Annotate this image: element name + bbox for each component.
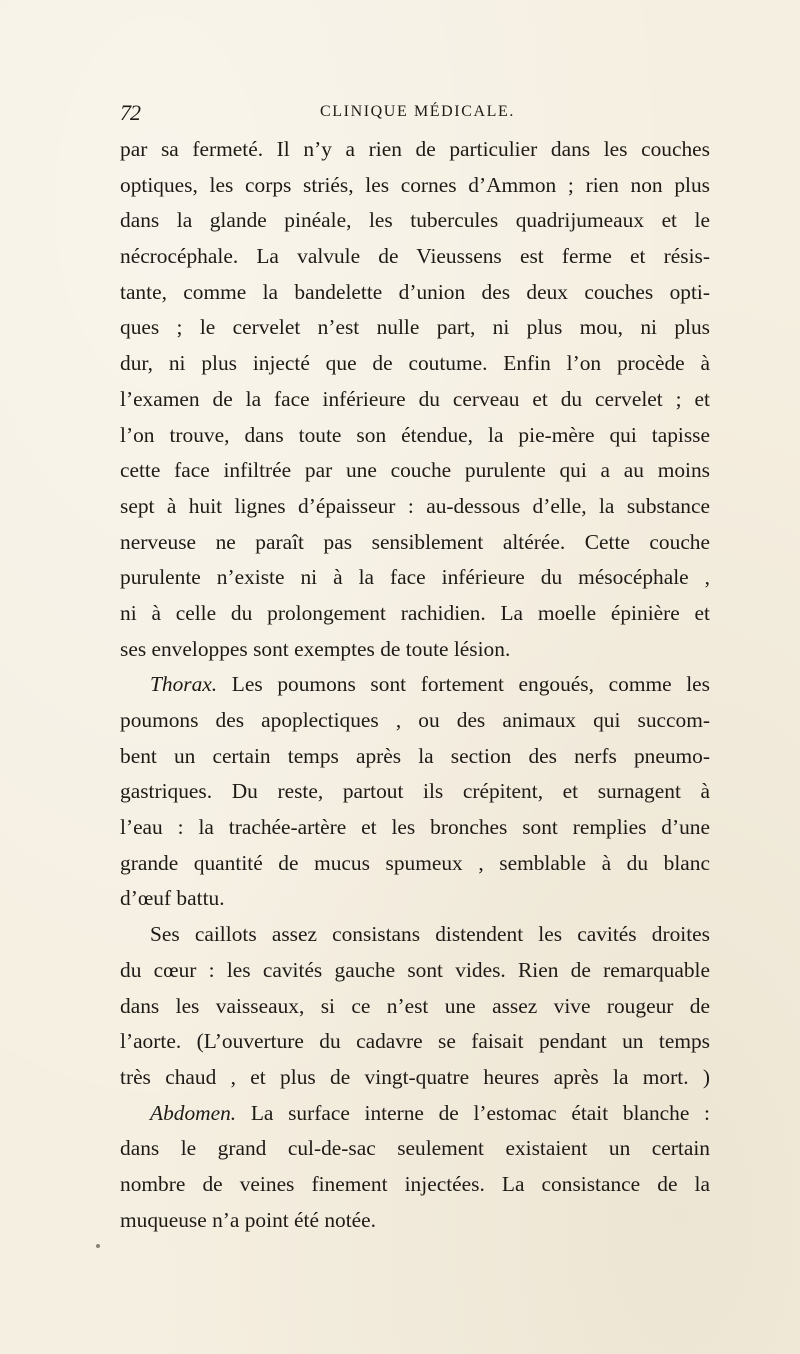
text-line: nerveuse ne paraît pas sensiblement altérée. Cette couche: [120, 529, 710, 554]
text-line: l’eau : la trachée-artère et les bronches sont remplies d’une: [120, 815, 710, 840]
text-line: muqueuse n’a point été notée.: [120, 1207, 377, 1232]
text-line: sept à huit lignes d’épaisseur : au-dessous d’elle, la substance: [120, 493, 710, 518]
text-line: d’œuf battu.: [120, 886, 225, 911]
text-line: grande quantité de mucus spumeux , semblable à du blanc: [120, 850, 710, 875]
text-line: très chaud , et plus de vingt-quatre heures après la mort. ): [120, 1064, 710, 1089]
text-line: du cœur : les cavités gauche sont vides. Rien de remarquable: [120, 957, 710, 982]
section-heading-abdomen: Abdomen.: [150, 1100, 237, 1125]
paper-speck: [96, 1244, 100, 1248]
body-text: [120, 132, 710, 1238]
running-head: CLINIQUE MÉDICALE.: [320, 103, 515, 120]
text-line: poumons des apoplectiques , ou des animaux qui succom-: [120, 708, 710, 732]
text-line: dans les vaisseaux, si ce n’est une assez vive rougeur de: [120, 993, 710, 1018]
text-line: bent un certain temps après la section des nerfs pneumo-: [120, 743, 710, 768]
text-line: ques ; le cervelet n’est nulle part, ni plus mou, ni plus: [120, 315, 710, 340]
text-line: dur, ni plus injecté que de coutume. Enfin l’on procède à: [120, 351, 710, 376]
text-line: purulente n’existe ni à la face inférieure du mésocéphale ,: [120, 565, 710, 590]
text-line: cette face infiltrée par une couche purulente qui a au moins: [120, 458, 710, 483]
text-line: tante, comme la bandelette d’union des deux couches opti-: [120, 279, 710, 304]
text-run: La surface interne de l’estomac était blanche :: [236, 1100, 710, 1125]
paragraph-first-line: [120, 1096, 710, 1132]
text-line: Ses caillots assez consistans distendent les cavités droites: [150, 922, 710, 947]
text-line: ni à celle du prolongement rachidien. La moelle épinière et: [120, 600, 710, 625]
text-run: Les poumons sont fortement engoués, comme les: [217, 672, 710, 697]
text-line: ses enveloppes sont exemptes de toute lésion.: [120, 636, 511, 661]
paragraph-first-line: [120, 667, 710, 703]
text-line: par sa fermeté. Il n’y a rien de particulier dans les couches: [120, 137, 710, 161]
text-line: dans le grand cul-de-sac seulement existaient un certain: [120, 1136, 710, 1161]
page-number: 72: [120, 100, 140, 125]
text-line: nombre de veines finement injectées. La consistance de la: [120, 1171, 710, 1196]
text-line: gastriques. Du reste, partout ils crépitent, et surnagent à: [120, 779, 710, 804]
text-line: nécrocéphale. La valvule de Vieussens est ferme et résis-: [120, 244, 710, 269]
text-line: optiques, les corps striés, les cornes d’Ammon ; rien non plus: [120, 172, 710, 197]
text-line: l’aorte. (L’ouverture du cadavre se faisait pendant un temps: [120, 1029, 710, 1054]
section-heading-thorax: Thorax.: [150, 672, 218, 697]
text-line: l’examen de la face inférieure du cerveau et du cervelet ; et: [120, 386, 710, 411]
page-header: [120, 100, 710, 130]
text-line: l’on trouve, dans toute son étendue, la pie-mère qui tapisse: [120, 422, 710, 447]
text-line: dans la glande pinéale, les tubercules quadrijumeaux et le: [120, 208, 710, 233]
